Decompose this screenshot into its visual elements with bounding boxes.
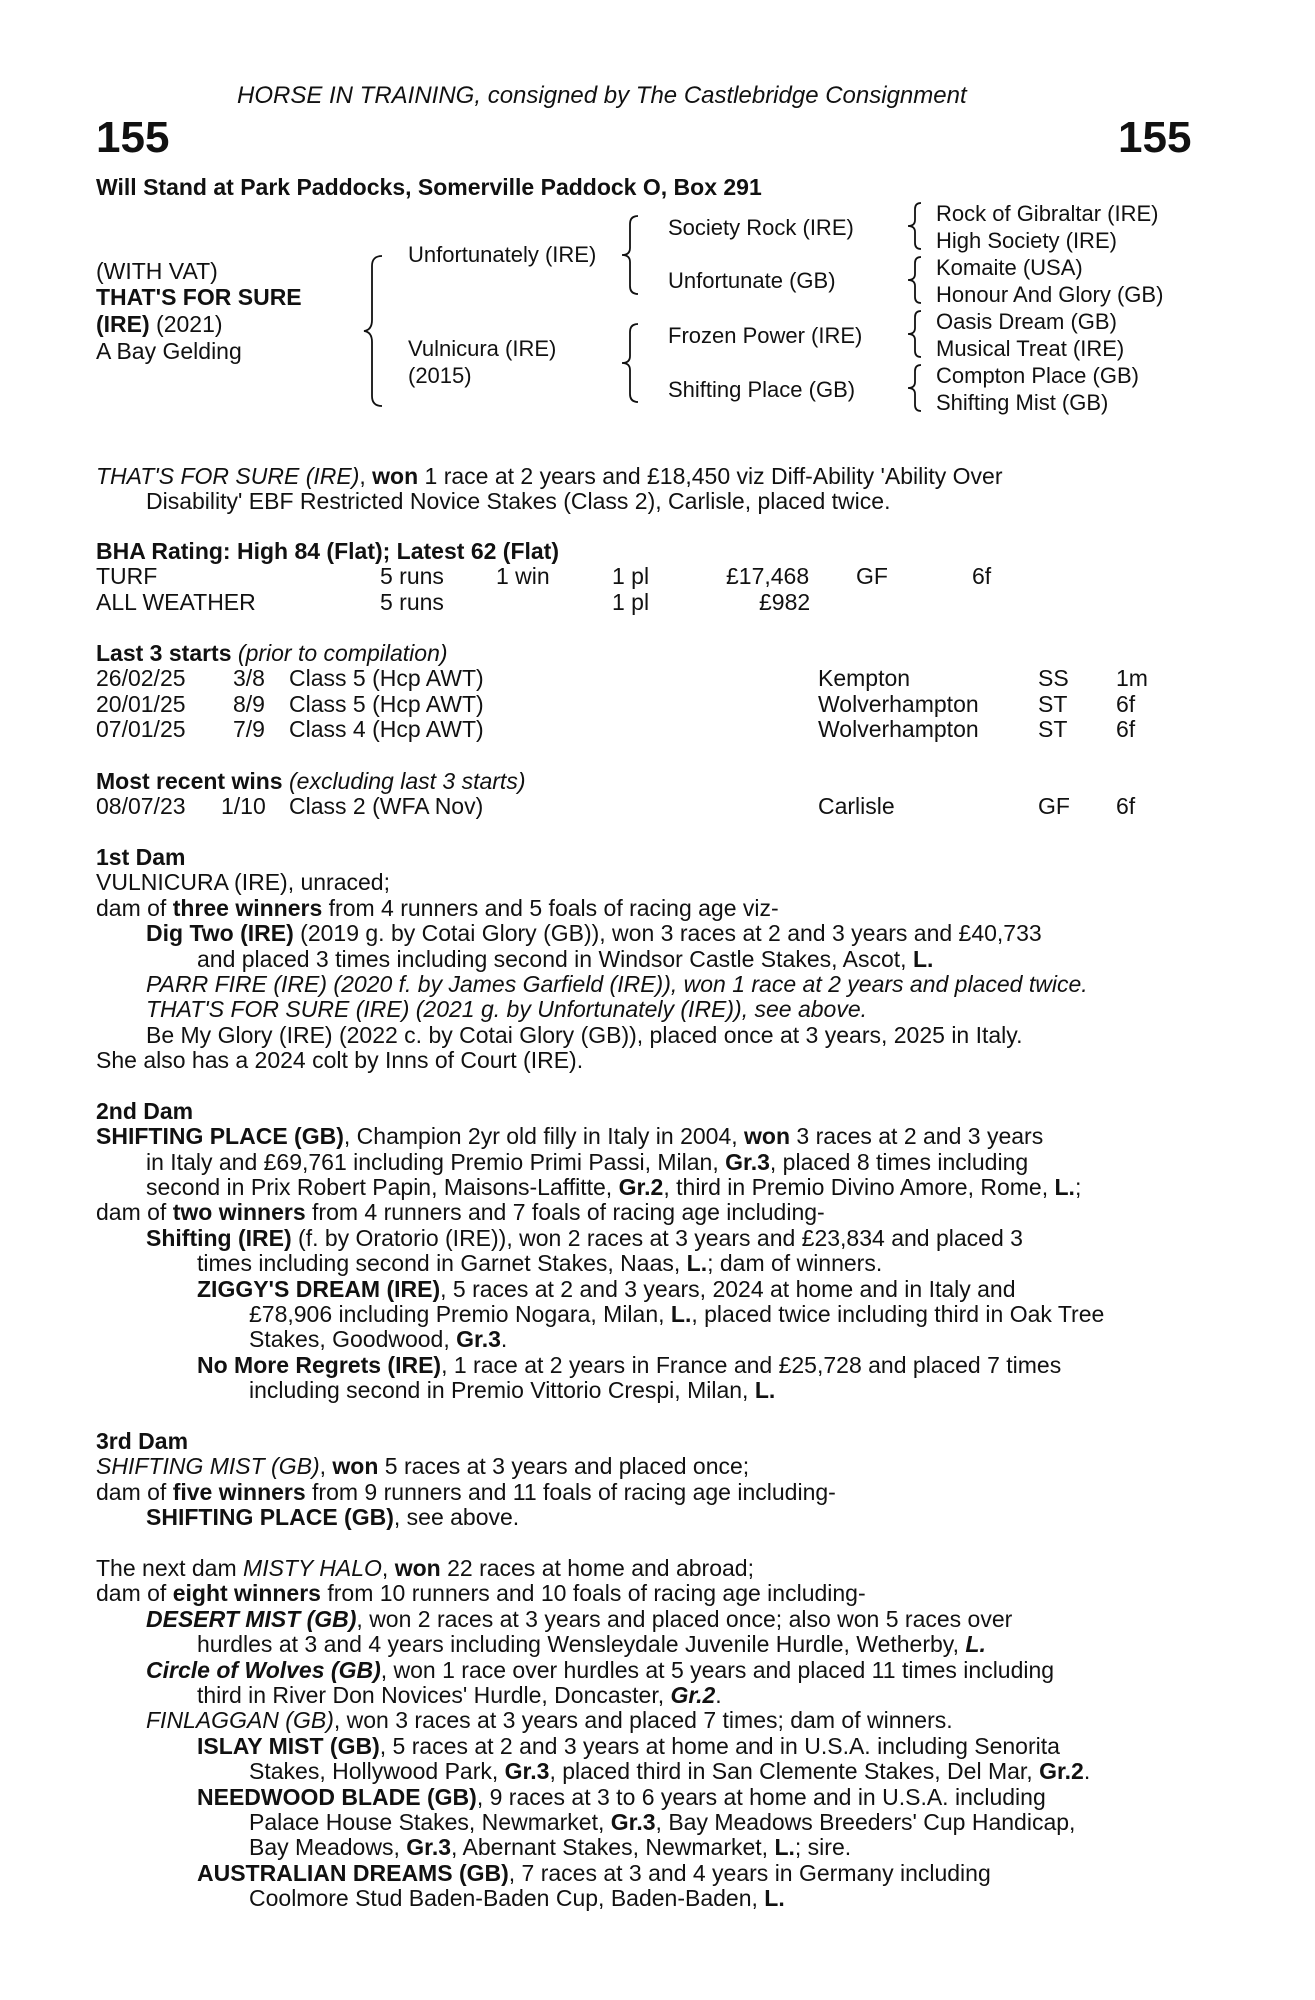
rating-surface: TURF xyxy=(96,563,158,589)
text-run: L. xyxy=(754,1377,776,1403)
text-run: ; xyxy=(1074,1174,1082,1200)
text-run: including second in Premio Vittorio Crespi, Milan, xyxy=(249,1377,755,1403)
text-run: 22 races at home and abroad; xyxy=(440,1555,754,1581)
pedigree-g5: Oasis Dream (GB) xyxy=(936,309,1117,334)
next-dam-progeny-3 xyxy=(146,1707,953,1733)
start-distance: 6f xyxy=(1116,691,1136,717)
first-dam-title: 1st Dam xyxy=(96,844,186,870)
text-run: SHIFTING PLACE (GB) xyxy=(146,1504,394,1530)
win-race: Class 2 (WFA Nov) xyxy=(289,793,484,819)
text-run: two winners xyxy=(172,1199,306,1225)
first-dam-progeny-2: PARR FIRE (IRE) (2020 f. by James Garfield (IRE)), won 1 race at 2 years and placed twice. xyxy=(146,971,1088,997)
pedigree-g6: Musical Treat (IRE) xyxy=(936,336,1125,361)
third-dam-line2 xyxy=(96,1479,836,1505)
text-run: . xyxy=(1083,1758,1091,1784)
vat-note: (WITH VAT) xyxy=(96,258,218,284)
text-run: , xyxy=(319,1453,333,1479)
next-dam-progeny-2 xyxy=(146,1657,1054,1683)
text-run: Coolmore Stud Baden-Baden Cup, Baden-Baden, xyxy=(249,1885,765,1911)
first-dam-foal-note: She also has a 2024 colt by Inns of Court (IRE). xyxy=(96,1047,584,1073)
summary-horse-name: THAT'S FOR SURE (IRE) xyxy=(96,463,360,489)
text-run: , xyxy=(381,1555,395,1581)
last-starts-heading xyxy=(96,640,448,666)
first-dam-line1: VULNICURA (IRE), unraced; xyxy=(96,869,390,895)
text-run: Gr.2 xyxy=(1039,1758,1084,1784)
start-course: Wolverhampton xyxy=(818,716,979,742)
pedigree-g4: Honour And Glory (GB) xyxy=(936,282,1164,307)
pedigree-brace-sire xyxy=(620,214,640,296)
text-run: dam of xyxy=(96,1580,173,1606)
next-dam-grandprogeny-2-cont2 xyxy=(249,1834,851,1860)
horse-description: A Bay Gelding xyxy=(96,338,242,364)
second-dam-line1 xyxy=(96,1123,1043,1149)
text-run: , won 3 races at 3 years and placed 7 times; dam of winners. xyxy=(333,1707,953,1733)
pedigree-brace-dam xyxy=(620,322,640,404)
text-run: Gr.3 xyxy=(504,1758,550,1784)
pedigree-g8: Shifting Mist (GB) xyxy=(936,390,1109,415)
start-date: 20/01/25 xyxy=(96,691,186,717)
pedigree-g2: High Society (IRE) xyxy=(936,228,1117,253)
text-run: , Champion 2yr old filly in Italy in 2004, xyxy=(343,1123,745,1149)
text-run: Gr.3 xyxy=(456,1326,501,1352)
text-run: Stakes, Goodwood, xyxy=(249,1326,457,1352)
text-run: (f. by Oratorio (IRE)), won 2 races at 3 years and £23,834 and placed 3 xyxy=(291,1225,1023,1251)
text-run: dam of xyxy=(96,1199,173,1225)
recent-wins-note: (excluding last 3 starts) xyxy=(282,768,526,794)
text-run: ; dam of winners. xyxy=(707,1250,883,1276)
last-starts-note: (prior to compilation) xyxy=(231,640,448,666)
next-dam-grandprogeny-3 xyxy=(197,1860,991,1886)
text-run: Gr.2 xyxy=(670,1682,716,1708)
race-summary-line1: THAT'S FOR SURE (IRE), won 1 race at 2 years and £18,450 viz Diff-Ability 'Ability Over xyxy=(96,463,1003,489)
pedigree-g3: Komaite (USA) xyxy=(936,255,1083,280)
text-run: L. xyxy=(1054,1174,1075,1200)
text-run: , 9 races at 3 to 6 years at home and in U.S.A. including xyxy=(476,1784,1046,1810)
text-run: and placed 3 times including second in Windsor Castle Stakes, Ascot, xyxy=(197,946,913,972)
text-run: (2019 g. by Cotai Glory (GB)), won 3 races at 2 and 3 years and £40,733 xyxy=(293,920,1042,946)
win-distance: 6f xyxy=(1116,793,1136,819)
text-run: won xyxy=(332,1453,379,1479)
text-run: , 1 race at 2 years in France and £25,728 and placed 7 times xyxy=(441,1352,1062,1378)
next-dam-line2 xyxy=(96,1580,866,1606)
text-run: three winners xyxy=(172,895,323,921)
pedigree-brace-main xyxy=(362,254,386,408)
rating-placed: 1 pl xyxy=(612,589,650,615)
text-run: won xyxy=(394,1555,441,1581)
start-date: 07/01/25 xyxy=(96,716,186,742)
rating-prize: £982 xyxy=(759,589,811,615)
second-dam-progeny-1-cont xyxy=(197,1250,882,1276)
first-dam-progeny-3: THAT'S FOR SURE (IRE) (2021 g. by Unfortunately (IRE)), see above. xyxy=(146,996,868,1022)
start-date: 26/02/25 xyxy=(96,665,186,691)
start-position: 3/8 xyxy=(233,665,265,691)
pedigree-brace-g34 xyxy=(905,254,923,306)
win-position: 1/10 xyxy=(221,793,266,819)
bha-rating-title: BHA Rating: High 84 (Flat); Latest 62 (Flat) xyxy=(96,538,559,564)
start-race: Class 5 (Hcp AWT) xyxy=(289,665,484,691)
text-run: FINLAGGAN (GB) xyxy=(146,1707,334,1733)
pedigree-sire-sire: Society Rock (IRE) xyxy=(668,215,854,240)
pedigree-dam: Vulnicura (IRE) xyxy=(408,336,557,361)
consignment-line: HORSE IN TRAINING, consigned by The Castlebridge Consignment xyxy=(237,82,967,109)
pedigree-dam-year: (2015) xyxy=(408,363,472,388)
pedigree-g7: Compton Place (GB) xyxy=(936,363,1139,388)
first-dam-line2 xyxy=(96,895,779,921)
win-date: 08/07/23 xyxy=(96,793,186,819)
next-dam-grandprogeny-3-cont xyxy=(249,1885,785,1911)
text-run: hurdles at 3 and 4 years including Wensleydale Juvenile Hurdle, Wetherby, xyxy=(197,1631,966,1657)
text-run: No More Regrets (IRE) xyxy=(197,1352,442,1378)
first-dam-progeny-1-cont xyxy=(197,946,933,972)
rating-wins: 1 win xyxy=(496,563,550,589)
second-dam-grandprogeny-1-cont2 xyxy=(249,1326,507,1352)
first-dam-progeny-1 xyxy=(146,920,1042,946)
second-dam-progeny-1 xyxy=(146,1225,1023,1251)
second-dam-grandprogeny-2-cont xyxy=(249,1377,775,1403)
text-run: third in River Don Novices' Hurdle, Doncaster, xyxy=(197,1682,671,1708)
text-run: £78,906 including Premio Nogara, Milan, xyxy=(249,1301,671,1327)
start-course: Wolverhampton xyxy=(818,691,979,717)
next-dam-progeny-1 xyxy=(146,1606,1012,1632)
text-run: , Bay Meadows Breeders' Cup Handicap, xyxy=(655,1809,1076,1835)
second-dam-line3 xyxy=(146,1174,1081,1200)
start-going: ST xyxy=(1038,691,1068,717)
win-going: GF xyxy=(1038,793,1070,819)
start-distance: 1m xyxy=(1116,665,1148,691)
start-course: Kempton xyxy=(818,665,911,691)
second-dam-grandprogeny-1-cont xyxy=(249,1301,1104,1327)
third-dam-title: 3rd Dam xyxy=(96,1428,189,1454)
start-going: ST xyxy=(1038,716,1068,742)
rating-runs: 5 runs xyxy=(380,589,444,615)
text-run: ISLAY MIST (GB) xyxy=(197,1733,380,1759)
text-run: Dig Two (IRE) xyxy=(146,920,294,946)
recent-wins-title: Most recent wins xyxy=(96,768,283,794)
pedigree-sire-dam: Unfortunate (GB) xyxy=(668,268,836,293)
pedigree-g1: Rock of Gibraltar (IRE) xyxy=(936,201,1159,226)
start-distance: 6f xyxy=(1116,716,1136,742)
second-dam-grandprogeny-2 xyxy=(197,1352,1061,1378)
text-run: second in Prix Robert Papin, Maisons-Laffitte, xyxy=(146,1174,619,1200)
next-dam-line1 xyxy=(96,1555,754,1581)
text-run: , 5 races at 2 and 3 years, 2024 at home and in Italy and xyxy=(440,1276,1016,1302)
text-run: , see above. xyxy=(393,1504,520,1530)
text-run: MISTY HALO xyxy=(243,1555,382,1581)
pedigree-dam-dam: Shifting Place (GB) xyxy=(668,377,856,402)
text-run: Circle of Wolves (GB) xyxy=(146,1657,381,1683)
pedigree-sire: Unfortunately (IRE) xyxy=(408,242,597,267)
text-run: Stakes, Hollywood Park, xyxy=(249,1758,505,1784)
text-run: Gr.2 xyxy=(618,1174,664,1200)
horse-year: (2021) xyxy=(149,311,223,337)
text-run: eight winners xyxy=(172,1580,321,1606)
next-dam-grandprogeny-2 xyxy=(197,1784,1046,1810)
second-dam-grandprogeny-1 xyxy=(197,1276,1016,1302)
second-dam-title: 2nd Dam xyxy=(96,1098,194,1124)
start-going: SS xyxy=(1038,665,1069,691)
lot-number-left: 155 xyxy=(96,113,170,162)
text-run: L. xyxy=(774,1834,795,1860)
horse-suffix: (IRE) xyxy=(96,311,150,337)
text-run: , placed 8 times including xyxy=(769,1149,1029,1175)
text-run: , Abernant Stakes, Newmarket, xyxy=(451,1834,775,1860)
summary-won: won xyxy=(372,463,419,489)
text-run: , placed twice including third in Oak Tree xyxy=(691,1301,1105,1327)
pedigree-brace-g78 xyxy=(905,362,923,414)
recent-wins-heading xyxy=(96,768,525,794)
text-run: Gr.3 xyxy=(610,1809,656,1835)
text-run: , placed third in San Clemente Stakes, Del Mar, xyxy=(549,1758,1040,1784)
text-run: five winners xyxy=(172,1479,306,1505)
text-run: . xyxy=(715,1682,722,1708)
first-dam-progeny-4: Be My Glory (IRE) (2022 c. by Cotai Glory (GB)), placed once at 3 years, 2025 in Italy. xyxy=(146,1022,1023,1048)
text-run: , 7 races at 3 and 4 years in Germany including xyxy=(508,1860,991,1886)
rating-distance: 6f xyxy=(972,563,992,589)
text-run: Gr.3 xyxy=(725,1149,770,1175)
rating-going: GF xyxy=(856,563,888,589)
rating-runs: 5 runs xyxy=(380,563,444,589)
text-run: SHIFTING MIST (GB) xyxy=(96,1453,320,1479)
text-run: from 4 runners and 7 foals of racing age including- xyxy=(305,1199,825,1225)
horse-name: THAT'S FOR SURE xyxy=(96,284,302,310)
start-race: Class 5 (Hcp AWT) xyxy=(289,691,484,717)
text-run: Bay Meadows, xyxy=(249,1834,407,1860)
next-dam-progeny-1-cont xyxy=(197,1631,986,1657)
next-dam-grandprogeny-1 xyxy=(197,1733,1060,1759)
stand-location: Will Stand at Park Paddocks, Somerville Paddock O, Box 291 xyxy=(96,174,762,200)
text-run: from 9 runners and 11 foals of racing age including- xyxy=(305,1479,836,1505)
text-run: from 4 runners and 5 foals of racing age viz- xyxy=(322,895,779,921)
text-run: The next dam xyxy=(96,1555,244,1581)
text-run: times including second in Garnet Stakes, Naas, xyxy=(197,1250,687,1276)
race-summary-line2: Disability' EBF Restricted Novice Stakes (Class 2), Carlisle, placed twice. xyxy=(146,488,891,514)
pedigree-brace-g12 xyxy=(905,200,923,252)
next-dam-progeny-2-cont xyxy=(197,1682,722,1708)
text-run: L. xyxy=(670,1301,692,1327)
text-run: Shifting (IRE) xyxy=(146,1225,292,1251)
last-starts-title: Last 3 starts xyxy=(96,640,232,666)
third-dam-progeny-1 xyxy=(146,1504,519,1530)
text-run: DESERT MIST (GB) xyxy=(146,1606,357,1632)
text-run: , third in Premio Divino Amore, Rome, xyxy=(663,1174,1055,1200)
text-run: , 5 races at 2 and 3 years at home and in U.S.A. including Senorita xyxy=(379,1733,1060,1759)
win-course: Carlisle xyxy=(818,793,895,819)
rating-surface: ALL WEATHER xyxy=(96,589,256,615)
text-run: L. xyxy=(965,1631,986,1657)
text-run: from 10 runners and 10 foals of racing age including- xyxy=(320,1580,866,1606)
text-run: 3 races at 2 and 3 years xyxy=(790,1123,1044,1149)
start-position: 8/9 xyxy=(233,691,265,717)
next-dam-grandprogeny-2-cont xyxy=(249,1809,1075,1835)
horse-suffix-year xyxy=(96,311,223,337)
summary-text1: 1 race at 2 years and £18,450 viz Diff-Ability 'Ability Over xyxy=(418,463,1003,489)
text-run: in Italy and £69,761 including Premio Primi Passi, Milan, xyxy=(146,1149,726,1175)
lot-number-right: 155 xyxy=(1118,113,1192,162)
text-run: won xyxy=(744,1123,791,1149)
text-run: dam of xyxy=(96,895,173,921)
text-run: AUSTRALIAN DREAMS (GB) xyxy=(197,1860,509,1886)
third-dam-line1 xyxy=(96,1453,749,1479)
text-run: 5 races at 3 years and placed once; xyxy=(378,1453,750,1479)
text-run: Palace House Stakes, Newmarket, xyxy=(249,1809,611,1835)
start-position: 7/9 xyxy=(233,716,265,742)
text-run: NEEDWOOD BLADE (GB) xyxy=(197,1784,477,1810)
text-run: SHIFTING PLACE (GB) xyxy=(96,1123,344,1149)
text-run: , won 2 races at 3 years and placed once; also won 5 races over xyxy=(356,1606,1013,1632)
second-dam-line4 xyxy=(96,1199,825,1225)
next-dam-grandprogeny-1-cont xyxy=(249,1758,1090,1784)
start-race: Class 4 (Hcp AWT) xyxy=(289,716,484,742)
text-run: . xyxy=(500,1326,508,1352)
rating-prize: £17,468 xyxy=(726,563,810,589)
pedigree-brace-g56 xyxy=(905,308,923,360)
text-run: ZIGGY'S DREAM (IRE) xyxy=(197,1276,441,1302)
rating-placed: 1 pl xyxy=(612,563,650,589)
pedigree-dam-sire: Frozen Power (IRE) xyxy=(668,323,863,348)
second-dam-line2 xyxy=(146,1149,1028,1175)
text-run: L. xyxy=(912,946,934,972)
text-run: L. xyxy=(686,1250,708,1276)
text-run: L. xyxy=(764,1885,785,1911)
text-run: dam of xyxy=(96,1479,173,1505)
text-run: Gr.3 xyxy=(406,1834,452,1860)
text-run: , won 1 race over hurdles at 5 years and placed 11 times including xyxy=(380,1657,1055,1683)
text-run: ; sire. xyxy=(794,1834,852,1860)
